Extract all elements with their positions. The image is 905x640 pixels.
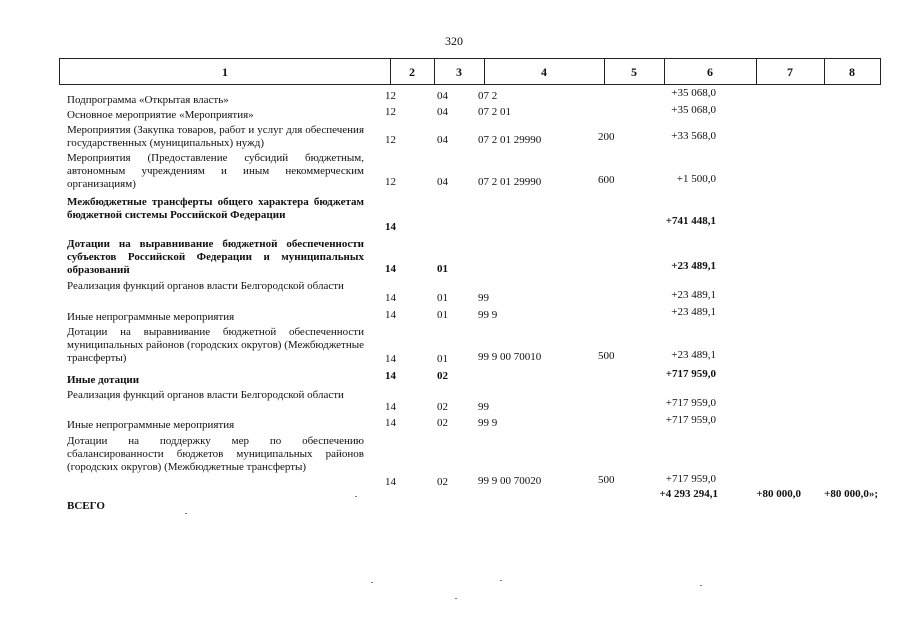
row-c4: 99 9 (478, 309, 498, 321)
row-name: Межбюджетные трансферты общего характера бюджетам бюджетной системы Российской Федерации (67, 196, 364, 221)
row-name: Реализация функций органов власти Белгородской области (67, 389, 344, 401)
row-c2: 14 (385, 370, 396, 382)
row-c3: 04 (437, 106, 448, 118)
total-col-7: +80 000,0 (756, 488, 801, 500)
row-name: Иные непрограммные мероприятия (67, 311, 235, 323)
total-label: ВСЕГО (67, 500, 105, 512)
row-c3: 04 (437, 176, 448, 188)
row-c5: 600 (598, 174, 615, 186)
row-c6: +23 489,1 (671, 260, 716, 272)
row-c3: 01 (437, 292, 448, 304)
row-c2: 12 (385, 176, 396, 188)
scan-speck (700, 585, 702, 586)
header-col-7: 7 (756, 59, 825, 84)
row-c4: 99 (478, 401, 489, 413)
row-c3: 02 (437, 370, 448, 382)
row-name: Иные непрограммные мероприятия (67, 419, 235, 431)
row-c6: +1 500,0 (676, 173, 716, 185)
row-c2: 12 (385, 134, 396, 146)
row-c4: 99 9 00 70010 (478, 351, 542, 363)
row-c3: 02 (437, 476, 448, 488)
row-c3: 02 (437, 401, 448, 413)
page-number: 320 (445, 34, 463, 48)
row-c2: 12 (385, 90, 396, 102)
row-c4: 07 2 (478, 90, 498, 102)
row-c6: +717 959,0 (665, 473, 716, 485)
row-c6: +33 568,0 (671, 130, 716, 142)
row-c6: +23 489,1 (671, 289, 716, 301)
row-c3: 01 (437, 353, 448, 365)
row-name: Мероприятия (Предоставление субсидий бюджетным, автономным учреждениям и иным некоммерческим организациям) (67, 152, 364, 190)
scan-speck (355, 496, 357, 497)
row-c2: 14 (385, 417, 396, 429)
row-c6: +717 959,0 (665, 397, 716, 409)
row-c3: 01 (437, 309, 448, 321)
row-c3: 04 (437, 134, 448, 146)
header-col-3: 3 (434, 59, 485, 84)
row-c2: 12 (385, 106, 396, 118)
row-name: Реализация функций органов власти Белгородской области (67, 280, 344, 292)
header-col-1: 1 (60, 59, 391, 84)
row-c3: 02 (437, 417, 448, 429)
row-c6: +35 068,0 (671, 87, 716, 99)
row-c2: 14 (385, 353, 396, 365)
header-col-5: 5 (604, 59, 665, 84)
row-c6: +35 068,0 (671, 104, 716, 116)
header-col-2: 2 (390, 59, 435, 84)
row-c2: 14 (385, 309, 396, 321)
row-c2: 14 (385, 263, 396, 275)
row-c6: +717 959,0 (665, 368, 716, 380)
row-name: Основное мероприятие «Мероприятия» (67, 109, 254, 121)
row-c3: 01 (437, 263, 448, 275)
row-name: Дотации на выравнивание бюджетной обеспеченности муниципальных районов (городских округов) (Межбюджетные трансферты) (67, 326, 364, 364)
scan-speck (500, 580, 502, 581)
row-c6: +23 489,1 (671, 306, 716, 318)
row-name: Дотации на выравнивание бюджетной обеспеченности субъектов Российской Федерации и муниципальных образований (67, 238, 364, 276)
row-name: Подпрограмма «Открытая власть» (67, 94, 229, 106)
row-c2: 14 (385, 221, 396, 233)
row-c6: +717 959,0 (665, 414, 716, 426)
row-c2: 14 (385, 292, 396, 304)
scan-speck (371, 582, 373, 583)
scan-speck (455, 598, 457, 599)
total-col-6: +4 293 294,1 (659, 488, 718, 500)
row-c4: 07 2 01 29990 (478, 134, 542, 146)
row-c2: 14 (385, 476, 396, 488)
row-c4: 07 2 01 29990 (478, 176, 542, 188)
row-name: Дотации на поддержку мер по обеспечению сбалансированности бюджетов муниципальных районов (городских округов) (Межбюджетные трансферты) (67, 435, 364, 473)
row-c4: 99 9 (478, 417, 498, 429)
header-col-6: 6 (664, 59, 757, 84)
row-c5: 200 (598, 131, 615, 143)
header-col-4: 4 (484, 59, 605, 84)
row-c5: 500 (598, 474, 615, 486)
scan-speck (185, 513, 187, 514)
row-c4: 99 (478, 292, 489, 304)
row-c5: 500 (598, 350, 615, 362)
total-col-8: +80 000,0»; (824, 488, 878, 500)
row-c4: 99 9 00 70020 (478, 475, 542, 487)
row-c6: +23 489,1 (671, 349, 716, 361)
row-c2: 14 (385, 401, 396, 413)
row-name: Иные дотации (67, 374, 140, 386)
row-c6: +741 448,1 (665, 215, 716, 227)
row-name: Мероприятия (Закупка товаров, работ и услуг для обеспечения государственных (муниципальных) нужд) (67, 124, 364, 149)
row-c4: 07 2 01 (478, 106, 511, 118)
header-col-8: 8 (849, 65, 855, 79)
row-c3: 04 (437, 90, 448, 102)
table-header (59, 58, 881, 85)
